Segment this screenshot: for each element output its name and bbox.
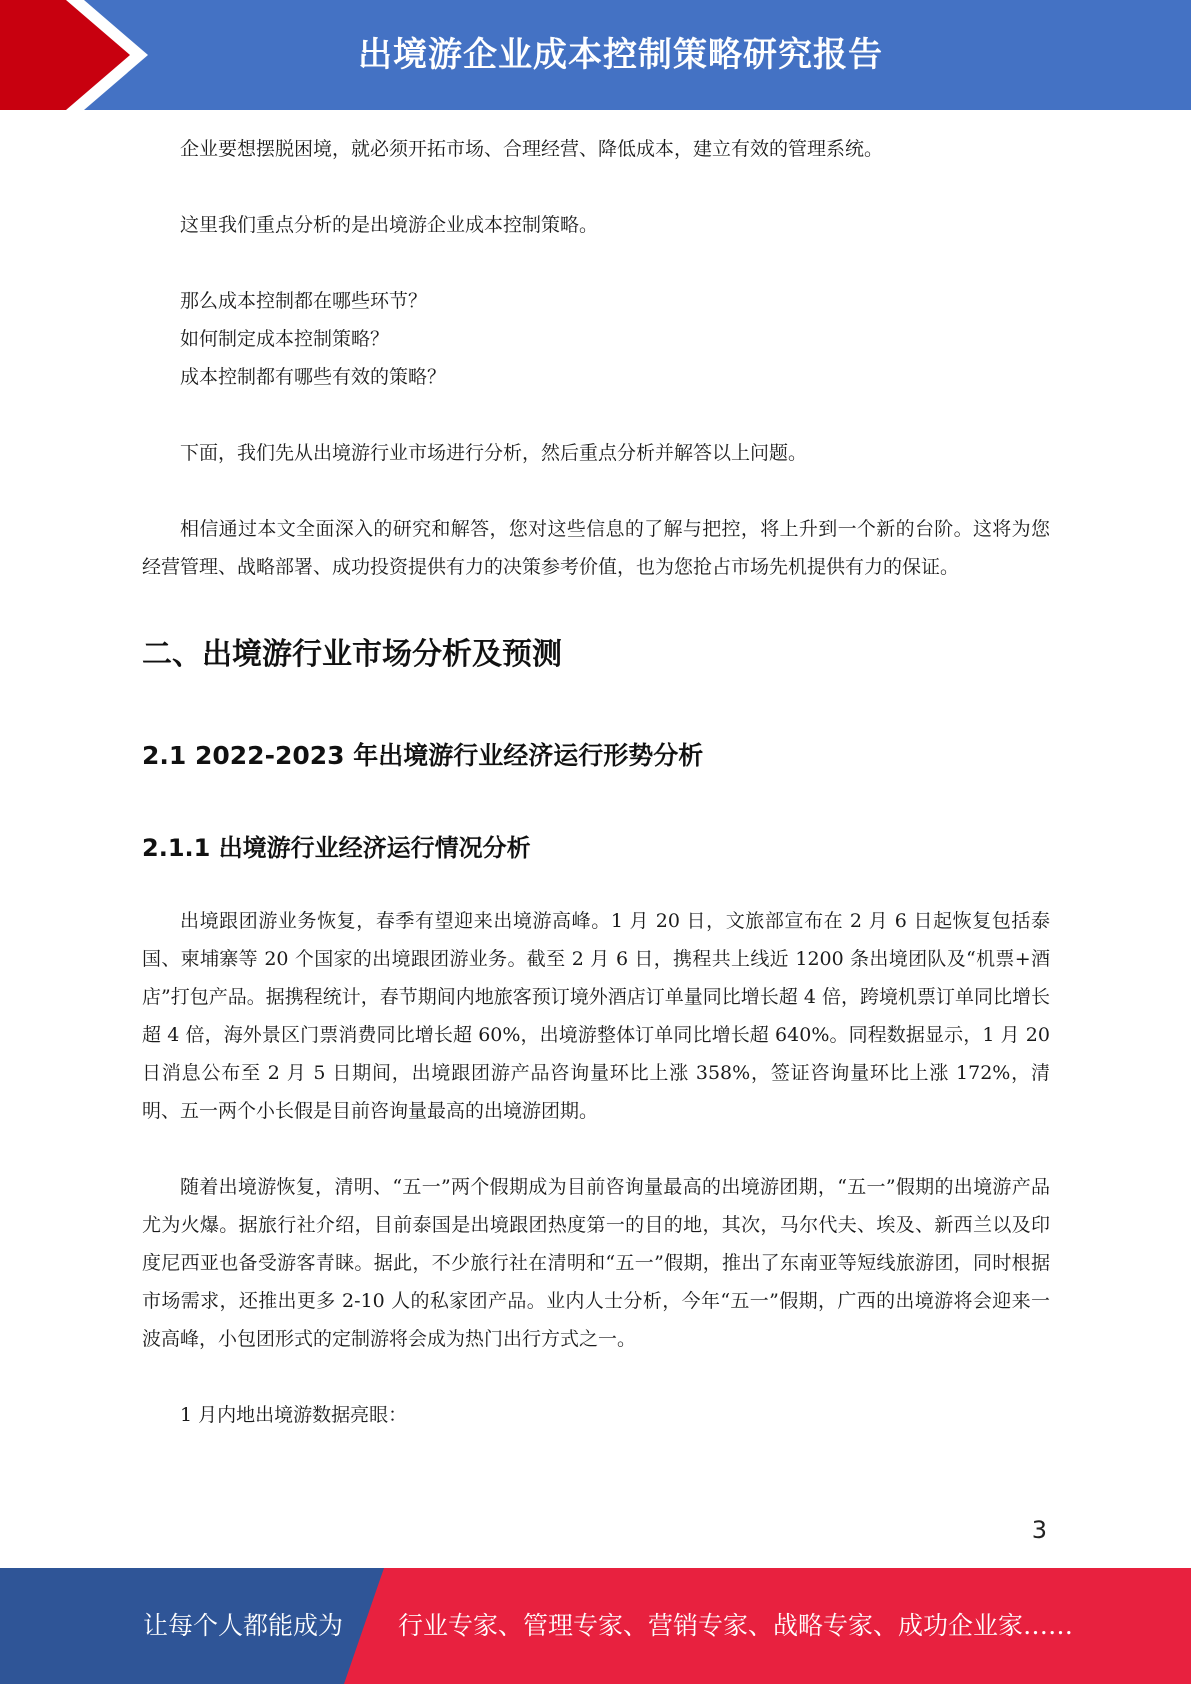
paragraph-january-data: 1 月内地出境游数据亮眼： xyxy=(180,1404,408,1426)
question-1: 那么成本控制都在哪些环节？ xyxy=(180,290,428,312)
footer-slogan-right: 行业专家、管理专家、营销专家、战略专家、成功企业家…… xyxy=(398,1611,1074,1640)
paragraph-value: 相信通过本文全面深入的研究和解答，您对这些信息的了解与把控，将上升到一个新的台阶。这将为您经营管理、战略部署、成功投资提供有力的决策参考价值，也为您抢占市场先机提供有力的保证。 xyxy=(142,518,1050,578)
paragraph-next: 下面，我们先从出境游行业市场进行分析，然后重点分析并解答以上问题。 xyxy=(180,442,808,464)
footer-slogan-left: 让每个人都能成为 xyxy=(143,1611,344,1640)
paragraph-focus: 这里我们重点分析的是出境游企业成本控制策略。 xyxy=(180,214,599,236)
section-heading: 二、出境游行业市场分析及预测 xyxy=(142,637,562,672)
question-2: 如何制定成本控制策略？ xyxy=(180,328,390,350)
page-footer xyxy=(0,1568,1191,1684)
paragraph-holidays: 随着出境游恢复，清明、“五一”两个假期成为目前咨询量最高的出境游团期，“五一”假期的出境游产品尤为火爆。据旅行社介绍，目前泰国是出境跟团热度第一的目的地，其次，马尔代夫、埃及、新西兰以及印度尼西亚也备受游客青睐。据此，不少旅行社在清明和“五一”假期，推出了东南亚等短线旅游团，同时根据市场需求，还推出更多 2-10 人的私家团产品。业内人士分析，今年“五一”假期，广西的出境游将会迎来一波高峰，小包团形式的定制游将会成为热门出行方式之一。 xyxy=(142,1176,1050,1350)
header-chevron-decoration xyxy=(0,0,140,110)
page-header xyxy=(0,0,1191,110)
report-title: 出境游企业成本控制策略研究报告 xyxy=(358,35,883,75)
paragraph-intro: 企业要想摆脱困境，就必须开拓市场、合理经营、降低成本，建立有效的管理系统。 xyxy=(180,138,884,160)
document-body xyxy=(142,130,1050,1434)
subsubsection-heading: 2.1.1 出境游行业经济运行情况分析 xyxy=(142,834,531,862)
paragraph-recovery: 出境跟团游业务恢复，春季有望迎来出境游高峰。1 月 20 日，文旅部宣布在 2 月 6 日起恢复包括泰国、柬埔寨等 20 个国家的出境跟团游业务。截至 2 月 6 日，携程共上线近 1200 条出境团队及“机票+酒店”打包产品。据携程统计，春节期间内地旅客预订境外酒店订单量同比增长超 4 倍，跨境机票订单同比增长超 4 倍，海外景区门票消费同比增长超 60%，出境游整体订单同比增长超 640%。同程数据显示，1 月 20 日消息公布至 2 月 5 日期间，出境跟团游产品咨询量环比上涨 358%，签证咨询量环比上涨 172%，清明、五一两个小长假是目前咨询量最高的出境游团期。 xyxy=(142,910,1050,1122)
page-number: 3 xyxy=(1031,1516,1047,1544)
question-3: 成本控制都有哪些有效的策略？ xyxy=(180,366,447,388)
subsection-heading: 2.1 2022-2023 年出境游行业经济运行形势分析 xyxy=(142,741,704,770)
